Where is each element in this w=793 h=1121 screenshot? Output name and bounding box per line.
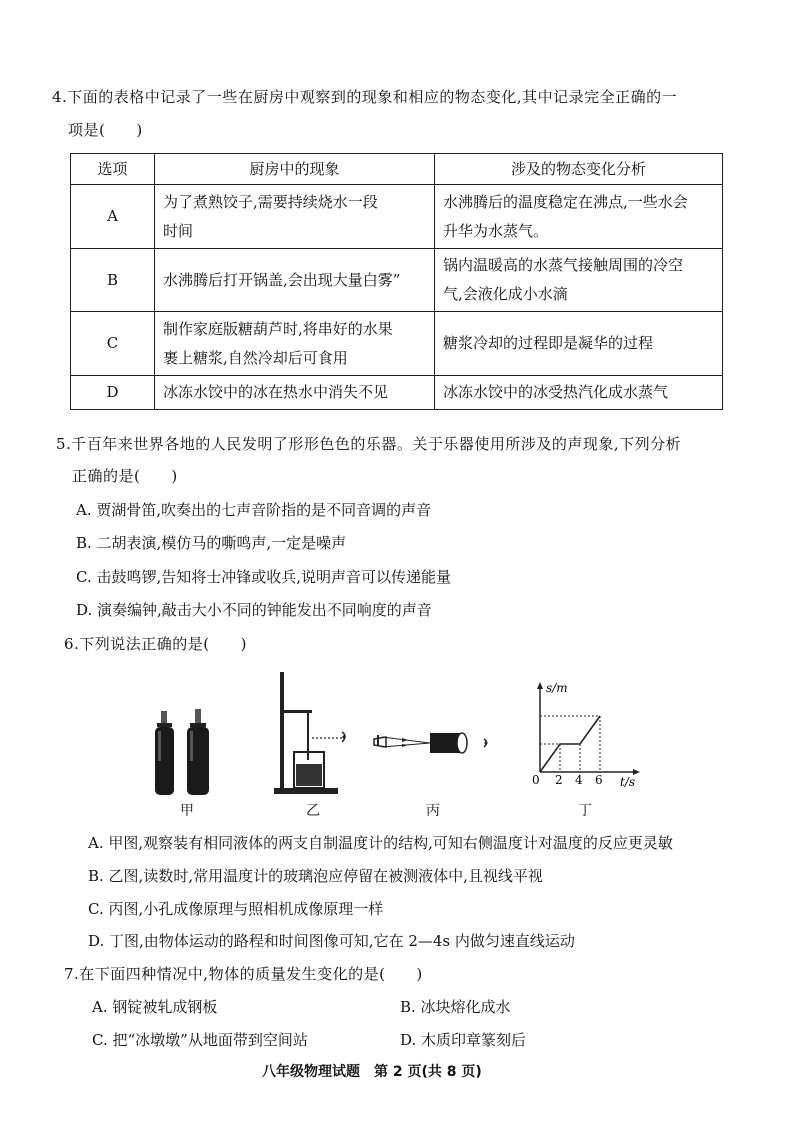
option-letter: A: [71, 185, 155, 249]
phenomenon-cell: [155, 249, 435, 312]
cell-line: 水沸腾后的温度稳定在沸点,一些水会: [443, 192, 688, 211]
q6-stem: 6.下列说法正确的是( ): [64, 635, 248, 653]
cell-line: 冰冻水饺中的冰受热汽化成水蒸气: [443, 383, 669, 401]
cell-line: 时间: [163, 221, 194, 240]
header-analysis: 涉及的物态变化分析: [435, 154, 723, 185]
caption-jia: 甲: [180, 803, 194, 819]
origin-label: 0: [532, 773, 540, 787]
graph-plot: [540, 716, 600, 772]
q7-option-b: B. 冰块熔化成水: [400, 998, 511, 1016]
phenomenon-cell: [155, 312, 435, 376]
caption-yi: 乙: [306, 803, 320, 819]
cell-line: 制作家庭版糖葫芦时,将串好的水果: [163, 319, 393, 338]
cell-line: 为了煮熟饺子,需要持续烧水一段: [163, 192, 378, 211]
q5-option-d: D. 演奏编钟,敲击大小不同的钟能发出不同响度的声音: [76, 601, 432, 619]
q6-option-c: C. 丙图,小孔成像原理与照相机成像原理一样: [88, 900, 384, 918]
q7-option-c: C. 把“冰墩墩”从地面带到空间站: [92, 1031, 308, 1049]
analysis-cell: [435, 376, 723, 410]
header-phenomenon: 厨房中的现象: [155, 154, 435, 185]
analysis-cell: [435, 249, 723, 312]
q4-stem-line1: 4.下面的表格中记录了一些在厨房中观察到的现象和相应的物态变化,其中记录完全正确的一: [52, 88, 678, 106]
q5-option-c: C. 击鼓鸣锣,告知将士冲锋或收兵,说明声音可以传递能量: [76, 568, 452, 586]
q5-option-b: B. 二胡表演,模仿马的嘶鸣声,一定是噪声: [76, 534, 347, 552]
option-letter: D: [71, 376, 155, 410]
q7-option-a: A. 钢锭被轧成钢板: [92, 998, 218, 1016]
option-letter: C: [71, 312, 155, 376]
option-letter: B: [71, 249, 155, 312]
cell-line: 裹上糖浆,自然冷却后可食用: [163, 348, 348, 367]
y-axis-arrow: [537, 682, 543, 689]
page-footer: 八年级物理试题 第 2 页(共 8 页): [262, 1064, 482, 1080]
thermometers-figure: [150, 705, 220, 797]
pinhole-camera-figure: [372, 725, 502, 765]
caption-ding: 丁: [578, 803, 592, 819]
cell-line: 锅内温暖高的水蒸气接触周围的冷空: [443, 256, 684, 274]
header-option: 选项: [71, 154, 155, 185]
q6-option-a: A. 甲图,观察装有相同液体的两支自制温度计的结构,可知右侧温度计对温度的反应更灵敏: [88, 834, 673, 852]
cell-line: 升华为水蒸气。: [443, 221, 549, 240]
cell-line: 水沸腾后打开锅盖,会出现大量白雾”: [163, 270, 401, 289]
phenomenon-cell: [155, 376, 435, 410]
q4-stem-line2: 项是( ): [68, 121, 143, 139]
tick-label: 6: [595, 773, 603, 787]
x-axis-label: t/s: [620, 775, 636, 789]
tick-label: 4: [575, 773, 583, 787]
cell-line: 糖浆冷却的过程即是凝华的过程: [443, 334, 654, 352]
q6-option-b: B. 乙图,读数时,常用温度计的玻璃泡应停留在被测液体中,且视线平视: [88, 867, 543, 885]
table-row: [71, 376, 723, 410]
s-t-graph: [528, 680, 648, 790]
q5-stem-line2: 正确的是( ): [72, 467, 178, 485]
q7-stem: 7.在下面四种情况中,物体的质量发生变化的是( ): [64, 965, 423, 983]
phenomenon-cell: [155, 185, 435, 249]
analysis-cell: [435, 185, 723, 249]
table-row: [71, 185, 723, 249]
q5-option-a: A. 贾湖骨笛,吹奏出的七声音阶指的是不同音调的声音: [76, 501, 432, 519]
table-row: [71, 249, 723, 312]
q5-stem-line1: 5.千百年来世界各地的人民发明了形形色色的乐器。关于乐器使用所涉及的声现象,下列分析: [56, 435, 682, 453]
y-axis-label: s/m: [546, 681, 568, 695]
tick-label: 2: [555, 773, 563, 787]
analysis-cell: [435, 312, 723, 376]
observation-table: [70, 153, 723, 410]
cell-line: 冰冻水饺中的冰在热水中消失不见: [163, 383, 389, 401]
q7-option-d: D. 木质印章篆刻后: [400, 1031, 527, 1049]
beaker-thermometer-figure: [272, 668, 352, 798]
cell-line: 气,会液化成小水滴: [443, 285, 568, 303]
table-row: [71, 312, 723, 376]
q6-option-d: D. 丁图,由物体运动的路程和时间图像可知,它在 2—4s 内做匀速直线运动: [88, 932, 575, 950]
caption-bing: 丙: [426, 803, 440, 819]
table-header-row: [71, 154, 723, 185]
